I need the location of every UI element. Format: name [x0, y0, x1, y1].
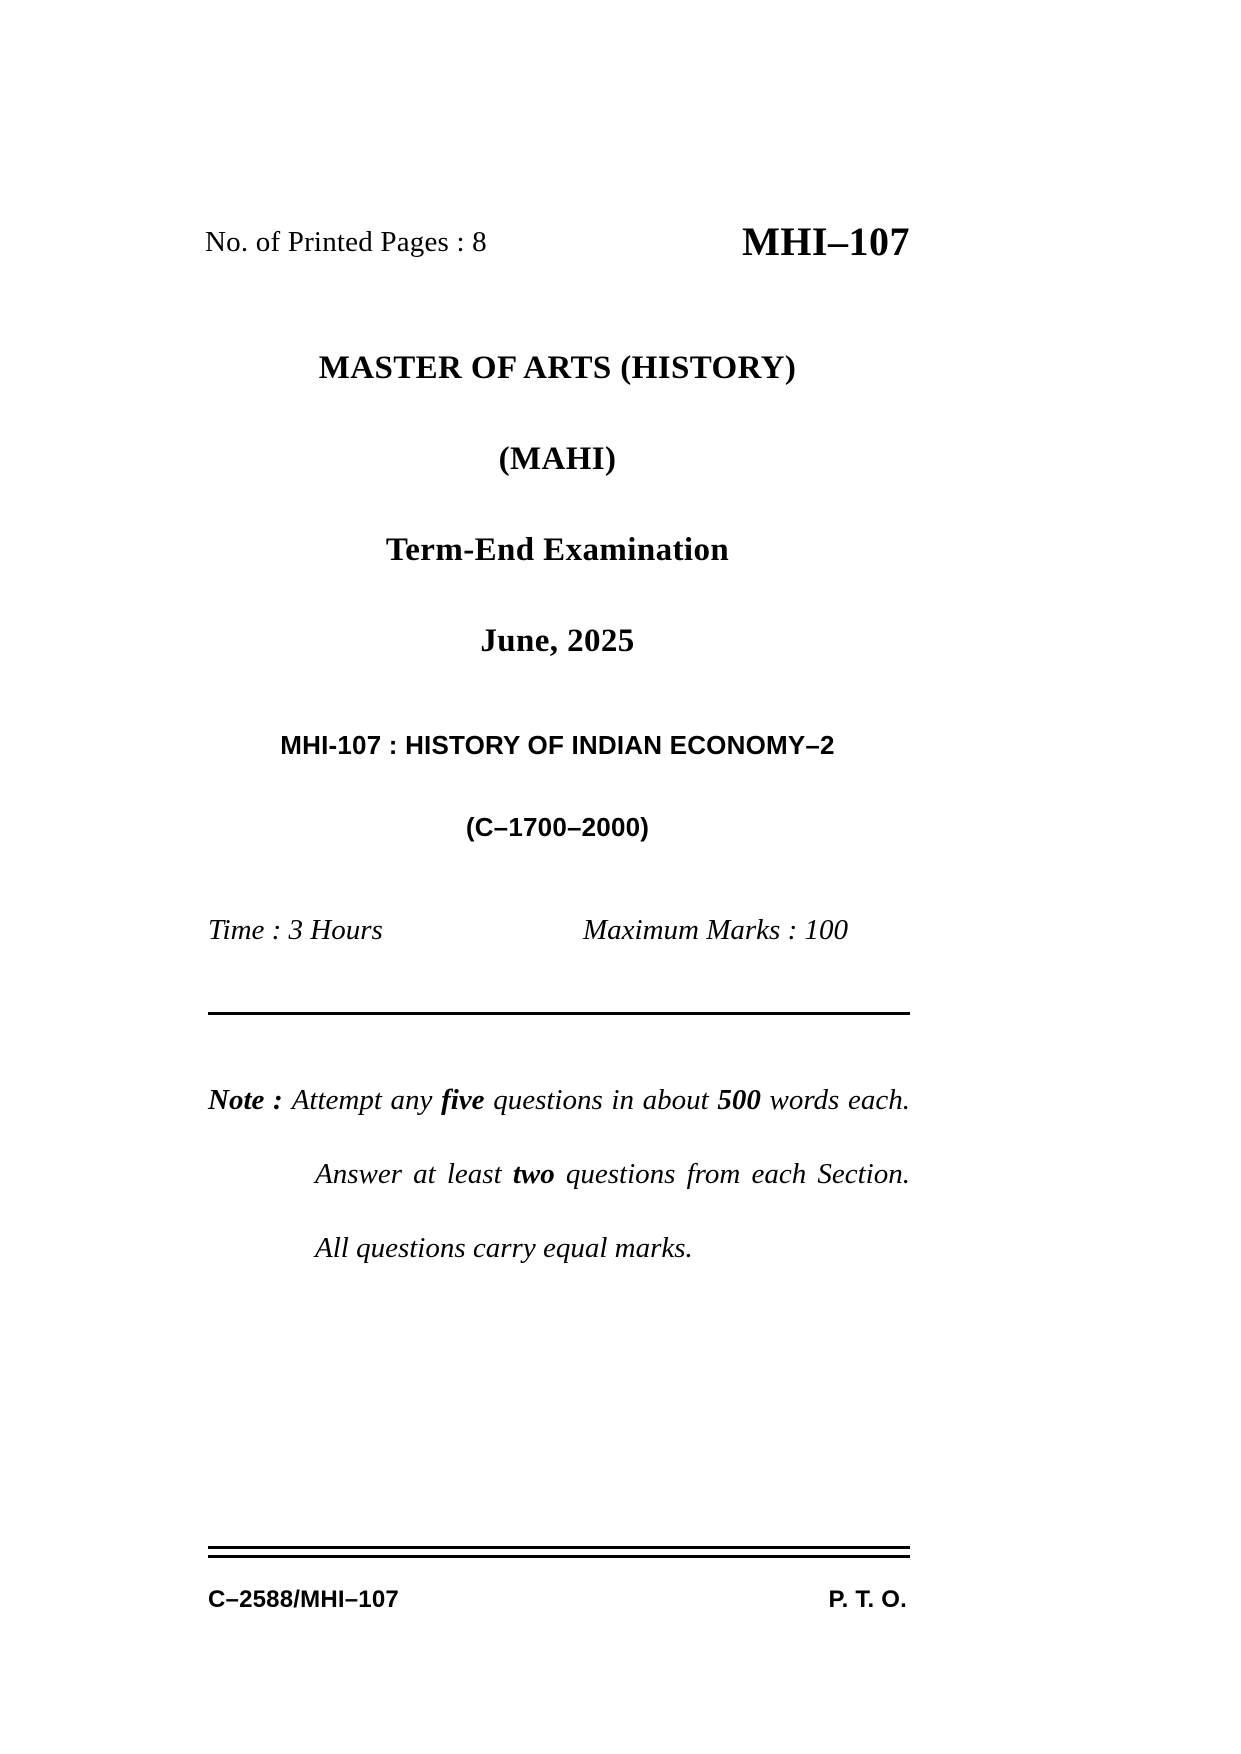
time-allowed: Time : 3 Hours — [208, 914, 383, 946]
note-label: Note : — [208, 1084, 283, 1116]
programme-title: MASTER OF ARTS (HISTORY) — [318, 350, 797, 386]
horizontal-rule-top — [208, 1012, 910, 1015]
note-emphasis-two: two — [512, 1158, 555, 1190]
maximum-marks: Maximum Marks : 100 — [583, 914, 848, 946]
note-text-3: words each. Answer at least — [315, 1084, 910, 1190]
page-footer — [205, 1586, 910, 1620]
note-block — [208, 1063, 910, 1285]
subject-block — [205, 732, 910, 840]
note-text-2: questions in about — [484, 1084, 718, 1116]
footer-pto: P. T. O. — [828, 1586, 907, 1613]
horizontal-rule-footer — [208, 1546, 910, 1558]
subject-period: (C–1700–2000) — [465, 812, 650, 842]
note-text-1: Attempt any — [291, 1084, 442, 1116]
page-header — [205, 218, 910, 274]
footer-paper-code: C–2588/MHI–107 — [208, 1586, 399, 1613]
note-paragraph — [208, 1063, 910, 1285]
exam-meta-row — [205, 914, 910, 954]
examination-session: June, 2025 — [480, 623, 635, 659]
title-block — [205, 352, 910, 658]
subject-title: MHI-107 : HISTORY OF INDIAN ECONOMY–2 — [280, 730, 835, 760]
note-text-4: questions from each Section. All questions carry equal marks. — [315, 1158, 910, 1264]
printed-pages-label: No. of Printed Pages : 8 — [205, 226, 487, 258]
note-emphasis-five: five — [441, 1084, 485, 1116]
examination-type: Term-End Examination — [385, 532, 730, 568]
programme-code: (MAHI) — [498, 441, 617, 477]
course-code: MHI–107 — [742, 219, 910, 264]
note-emphasis-500: 500 — [717, 1084, 761, 1116]
